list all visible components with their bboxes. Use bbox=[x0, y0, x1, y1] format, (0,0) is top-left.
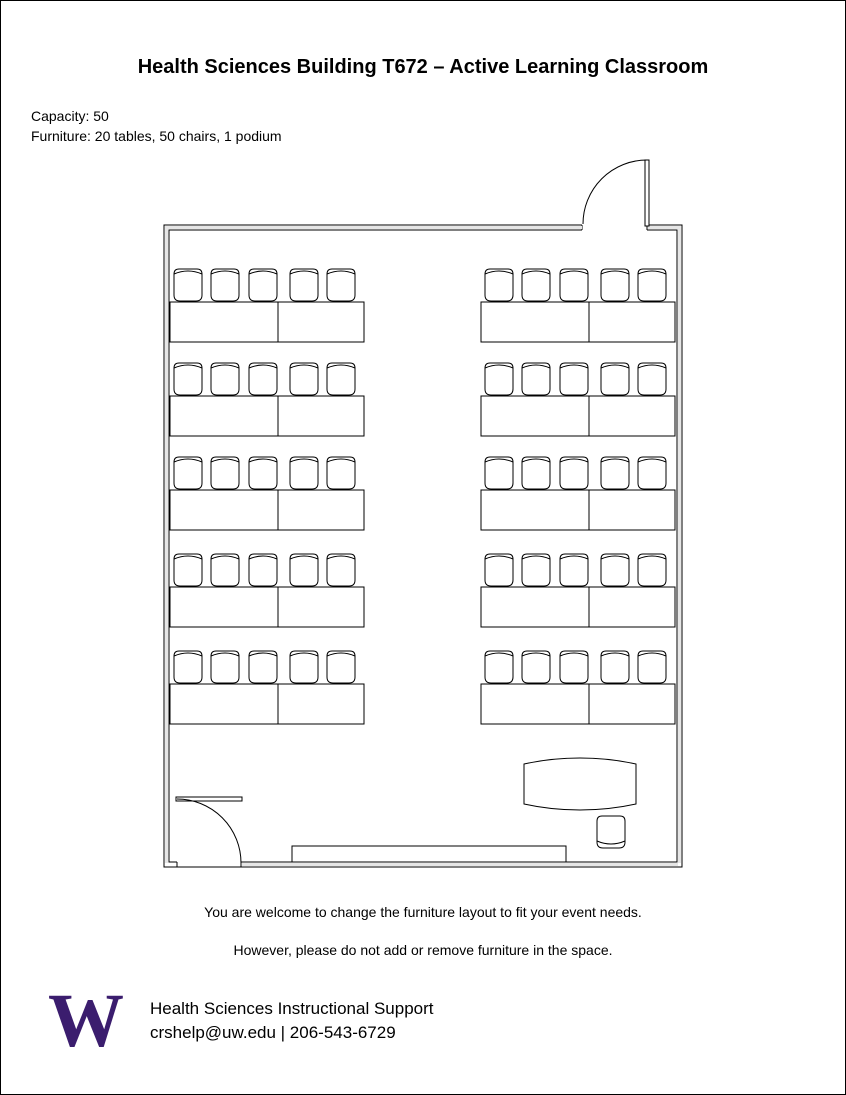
chair bbox=[249, 651, 277, 683]
table bbox=[589, 396, 675, 436]
note-line-1: You are welcome to change the furniture layout to fit your event needs. bbox=[204, 904, 642, 920]
door-top bbox=[583, 160, 649, 226]
chair bbox=[522, 269, 550, 301]
chair bbox=[638, 457, 666, 489]
table-group bbox=[170, 269, 364, 342]
chair bbox=[327, 651, 355, 683]
chair bbox=[601, 554, 629, 586]
chair bbox=[327, 269, 355, 301]
table bbox=[481, 396, 589, 436]
table-group bbox=[481, 457, 675, 530]
chair bbox=[601, 269, 629, 301]
chair bbox=[174, 269, 202, 301]
chair bbox=[485, 457, 513, 489]
chair bbox=[327, 363, 355, 395]
table-group bbox=[170, 554, 364, 627]
org-name: Health Sciences Instructional Support bbox=[150, 999, 434, 1018]
table bbox=[278, 396, 364, 436]
chair bbox=[249, 554, 277, 586]
chair bbox=[211, 457, 239, 489]
chair bbox=[522, 651, 550, 683]
chair bbox=[211, 554, 239, 586]
chair bbox=[174, 363, 202, 395]
chair bbox=[211, 651, 239, 683]
chair bbox=[601, 363, 629, 395]
table-group bbox=[170, 363, 364, 436]
chair bbox=[290, 457, 318, 489]
podium bbox=[524, 758, 636, 810]
chair bbox=[638, 269, 666, 301]
chair bbox=[638, 554, 666, 586]
table bbox=[481, 302, 589, 342]
chair bbox=[290, 554, 318, 586]
table bbox=[170, 587, 278, 627]
table bbox=[170, 684, 278, 724]
table bbox=[278, 302, 364, 342]
furniture-text: Furniture: 20 tables, 50 chairs, 1 podium bbox=[31, 128, 282, 144]
table bbox=[481, 490, 589, 530]
chair bbox=[638, 363, 666, 395]
table bbox=[481, 587, 589, 627]
chair bbox=[522, 363, 550, 395]
logo-letter: W bbox=[48, 990, 124, 1050]
chair bbox=[560, 651, 588, 683]
note-line-2: However, please do not add or remove furniture in the space. bbox=[233, 942, 613, 958]
table bbox=[589, 490, 675, 530]
chair bbox=[522, 554, 550, 586]
chair bbox=[327, 554, 355, 586]
chair bbox=[290, 269, 318, 301]
wall-fill-top-right bbox=[648, 226, 681, 229]
table-group bbox=[481, 651, 675, 724]
chair bbox=[485, 363, 513, 395]
table-group bbox=[170, 457, 364, 530]
chair bbox=[522, 457, 550, 489]
table bbox=[278, 684, 364, 724]
chair bbox=[560, 363, 588, 395]
wall-fill-left bbox=[165, 229, 168, 863]
chair bbox=[211, 363, 239, 395]
table-group bbox=[170, 651, 364, 724]
chair bbox=[485, 554, 513, 586]
footer bbox=[150, 997, 434, 1045]
table-group bbox=[481, 554, 675, 627]
chair bbox=[327, 457, 355, 489]
chair bbox=[560, 269, 588, 301]
table bbox=[278, 490, 364, 530]
table bbox=[589, 302, 675, 342]
table bbox=[589, 684, 675, 724]
chair bbox=[290, 363, 318, 395]
chair bbox=[560, 457, 588, 489]
table bbox=[481, 684, 589, 724]
page-title: Health Sciences Building T672 – Active Learning Classroom bbox=[137, 56, 709, 78]
table-group bbox=[481, 363, 675, 436]
chair bbox=[601, 651, 629, 683]
chair bbox=[560, 554, 588, 586]
door-bottom bbox=[176, 797, 242, 863]
wall-fill-right bbox=[678, 229, 681, 863]
chair bbox=[485, 651, 513, 683]
table bbox=[278, 587, 364, 627]
chair bbox=[174, 651, 202, 683]
chair bbox=[174, 457, 202, 489]
table bbox=[170, 490, 278, 530]
chair bbox=[249, 269, 277, 301]
chair bbox=[485, 269, 513, 301]
table bbox=[170, 396, 278, 436]
wall-fill-top-left bbox=[165, 226, 582, 229]
chair bbox=[638, 651, 666, 683]
chair bbox=[249, 363, 277, 395]
chair bbox=[290, 651, 318, 683]
capacity-text: Capacity: 50 bbox=[31, 108, 109, 124]
chair bbox=[601, 457, 629, 489]
chair bbox=[211, 269, 239, 301]
table-group bbox=[481, 269, 675, 342]
uw-logo bbox=[42, 990, 132, 1050]
podium-chair bbox=[597, 816, 625, 848]
chair bbox=[174, 554, 202, 586]
counter bbox=[292, 846, 566, 862]
chair bbox=[249, 457, 277, 489]
contact-info: crshelp@uw.edu | 206-543-6729 bbox=[150, 1023, 396, 1042]
table bbox=[170, 302, 278, 342]
wall-fill-bottom bbox=[242, 863, 678, 866]
table bbox=[589, 587, 675, 627]
